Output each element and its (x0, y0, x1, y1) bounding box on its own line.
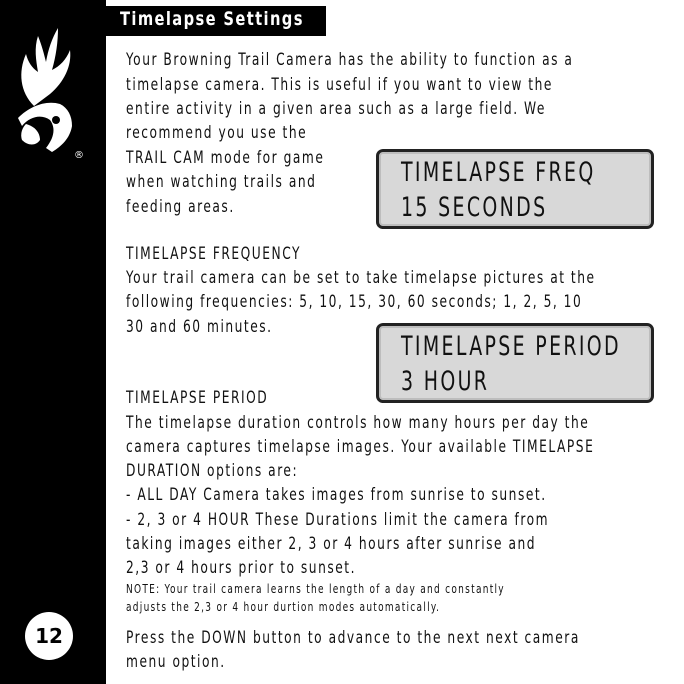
lcd-display-period (376, 323, 654, 403)
note-line: NOTE: Your trail camera learns the length of a day and constantly (126, 581, 505, 596)
lcd-line: 15 SECONDS (401, 192, 548, 223)
lcd-line: 3 HOUR (401, 366, 490, 397)
footer-line: Press the DOWN button to advance to the next next camera (126, 628, 580, 648)
intro-line: TRAIL CAM mode for game (126, 148, 325, 168)
intro-line: timelapse camera. This is useful if you want to view the (126, 75, 553, 95)
section-heading-period: TIMELAPSE PERIOD (126, 388, 269, 408)
intro-line: when watching trails and (126, 172, 317, 192)
lcd-line: TIMELAPSE PERIOD (401, 331, 621, 362)
intro-line: recommend you use the (126, 123, 308, 143)
intro-line: feeding areas. (126, 197, 235, 217)
footer-line: menu option. (126, 652, 226, 672)
period-line: DURATION options are: (126, 461, 299, 481)
registered-mark: ® (74, 150, 84, 161)
lcd-line: TIMELAPSE FREQ (401, 157, 596, 188)
sidebar (0, 0, 106, 684)
period-line: The timelapse duration controls how many hours per day the (126, 413, 590, 433)
page-title: Timelapse Settings (120, 8, 304, 30)
intro-line: Your Browning Trail Camera has the ability to function as a (126, 50, 574, 70)
frequency-line: following frequencies: 5, 10, 15, 30, 60 seconds; 1, 2, 5, 10 (126, 292, 583, 312)
period-line: - ALL DAY Camera takes images from sunrise to sunset. (126, 485, 547, 505)
buckmark-logo-icon (12, 14, 76, 164)
period-line: - 2, 3 or 4 HOUR These Durations limit the camera from (126, 510, 550, 530)
section-heading-frequency: TIMELAPSE FREQUENCY (126, 244, 302, 264)
period-line: camera captures timelapse images. Your available TIMELAPSE (126, 437, 595, 457)
note-line: adjusts the 2,3 or 4 hour durtion modes automatically. (126, 599, 441, 614)
lcd-display-freq (376, 149, 654, 229)
page-number: 12 (25, 612, 73, 660)
frequency-line: 30 and 60 minutes. (126, 317, 273, 337)
period-line: taking images either 2, 3 or 4 hours after sunrise and (126, 534, 537, 554)
intro-line: entire activity in a given area such as a large field. We (126, 99, 546, 119)
period-line: 2,3 or 4 hours prior to sunset. (126, 558, 357, 578)
frequency-line: Your trail camera can be set to take timelapse pictures at the (126, 268, 596, 288)
